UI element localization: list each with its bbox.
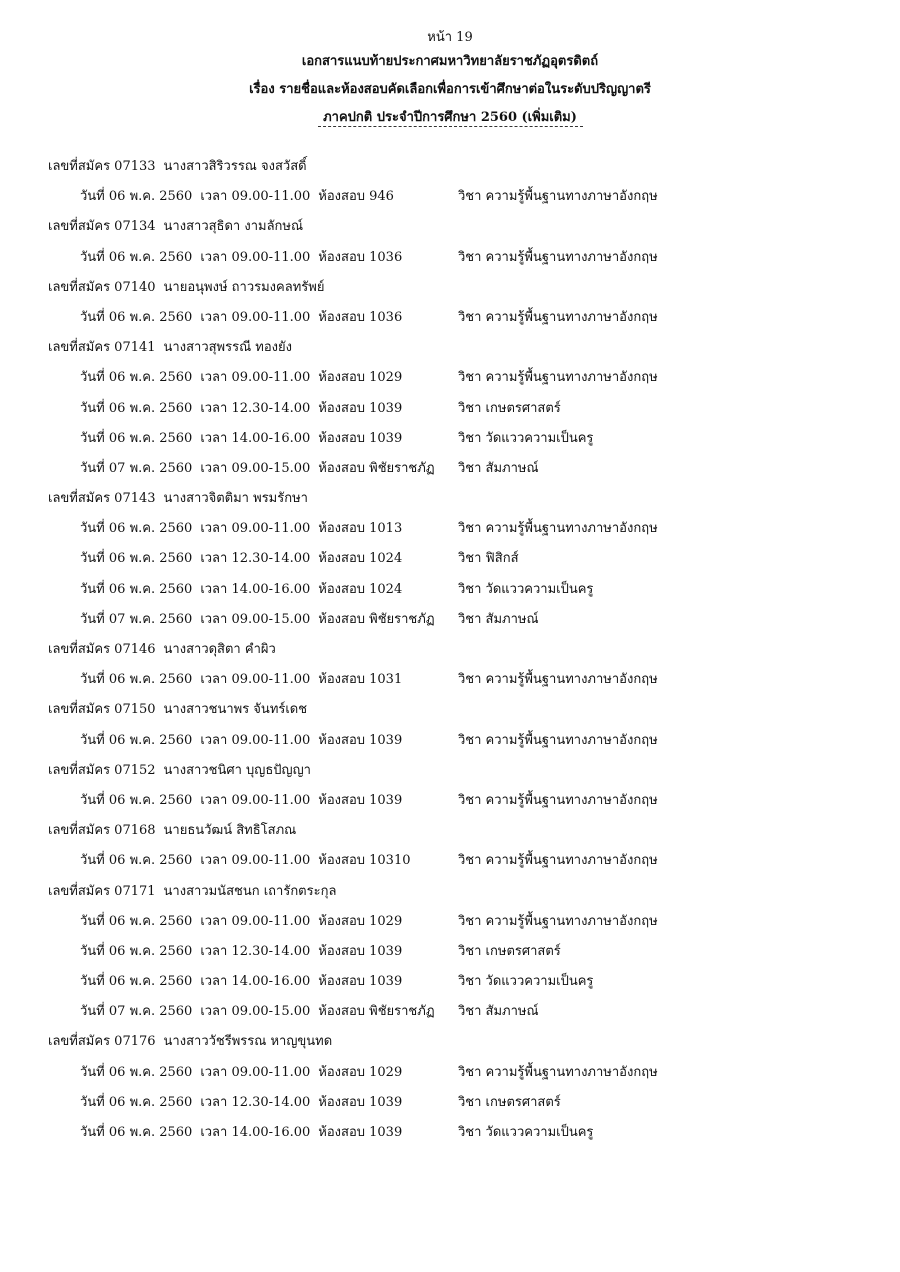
exam-row — [48, 726, 868, 756]
applicant-id: เลขที่สมัคร 07152 — [48, 762, 156, 778]
exam-schedule — [80, 1088, 402, 1118]
exam-subject: วิชา ความรู้พื้นฐานทางภาษาอังกฤษ — [458, 1064, 658, 1080]
applicant-heading — [48, 152, 868, 182]
exam-time: เวลา 12.30-14.00 — [200, 943, 311, 959]
exam-time: เวลา 09.00-11.00 — [200, 913, 311, 929]
exam-time: เวลา 12.30-14.00 — [200, 551, 311, 567]
exam-schedule — [80, 424, 402, 454]
exam-date: วันที่ 06 พ.ค. 2560 — [80, 309, 193, 325]
exam-schedule — [80, 394, 402, 424]
exam-time: เวลา 14.00-16.00 — [200, 974, 311, 990]
applicant-name: นางสาวชนิศา บุญธปัญญา — [163, 762, 311, 778]
applicant-entry — [48, 484, 868, 635]
exam-subject: วิชา ความรู้พื้นฐานทางภาษาอังกฤษ — [458, 309, 658, 325]
document-header — [0, 28, 900, 127]
exam-row — [48, 1088, 868, 1118]
exam-subject: วิชา วัดแววความเป็นครู — [458, 430, 594, 446]
exam-date: วันที่ 06 พ.ค. 2560 — [80, 400, 193, 416]
exam-room: ห้องสอบ 1039 — [318, 732, 403, 748]
exam-time: เวลา 09.00-11.00 — [200, 370, 311, 386]
exam-time: เวลา 09.00-15.00 — [200, 1004, 311, 1020]
exam-row — [48, 394, 868, 424]
exam-row — [48, 575, 868, 605]
exam-schedule — [80, 454, 435, 484]
exam-row — [48, 544, 868, 574]
exam-room: ห้องสอบ 1013 — [318, 521, 403, 537]
exam-row — [48, 303, 868, 333]
exam-time: เวลา 09.00-11.00 — [200, 732, 311, 748]
exam-time: เวลา 09.00-11.00 — [200, 792, 311, 808]
exam-subject: วิชา ความรู้พื้นฐานทางภาษาอังกฤษ — [458, 521, 658, 537]
exam-row — [48, 454, 868, 484]
exam-room: ห้องสอบ พิชัยราชภัฏ — [318, 460, 435, 476]
exam-schedule — [80, 907, 402, 937]
applicant-id: เลขที่สมัคร 07146 — [48, 642, 156, 657]
applicant-id: เลขที่สมัคร 07176 — [48, 1034, 156, 1050]
exam-row — [48, 907, 868, 937]
exam-time: เวลา 14.00-16.00 — [200, 1125, 311, 1140]
exam-time: เวลา 09.00-15.00 — [200, 460, 311, 476]
exam-subject: วิชา สัมภาษณ์ — [458, 611, 539, 627]
exam-subject: วิชา เกษตรศาสตร์ — [458, 400, 561, 416]
applicant-name: นางสาวดุสิตา คำผิว — [163, 642, 276, 657]
applicant-entry — [48, 635, 868, 695]
exam-subject: วิชา ความรู้พื้นฐานทางภาษาอังกฤษ — [458, 913, 658, 929]
exam-schedule — [80, 786, 402, 816]
exam-room: ห้องสอบ 1039 — [318, 1094, 403, 1110]
exam-subject: วิชา ความรู้พื้นฐานทางภาษาอังกฤษ — [458, 189, 658, 205]
exam-schedule — [80, 1118, 402, 1148]
exam-time: เวลา 09.00-11.00 — [200, 853, 311, 869]
applicant-heading — [48, 273, 868, 303]
exam-schedule — [80, 726, 402, 756]
exam-schedule — [80, 997, 435, 1027]
exam-room: ห้องสอบ 1039 — [318, 430, 403, 446]
applicant-entry — [48, 152, 868, 212]
applicant-name: นางสาวสิริวรรณ จงสวัสดิ์ — [163, 159, 307, 174]
exam-room: ห้องสอบ 1039 — [318, 1125, 403, 1140]
exam-time: เวลา 09.00-11.00 — [200, 672, 311, 688]
exam-row — [48, 514, 868, 544]
exam-subject: วิชา วัดแววความเป็นครู — [458, 1125, 594, 1140]
applicant-entry — [48, 333, 868, 484]
exam-schedule — [80, 937, 402, 967]
exam-row — [48, 182, 868, 212]
applicant-entry — [48, 273, 868, 333]
exam-date: วันที่ 07 พ.ค. 2560 — [80, 611, 193, 627]
exam-row — [48, 243, 868, 273]
applicant-id: เลขที่สมัคร 07171 — [48, 883, 156, 899]
exam-schedule — [80, 665, 402, 695]
applicant-name: นายอนุพงษ์ ถาวรมงคลทรัพย์ — [163, 279, 325, 295]
exam-room: ห้องสอบ 1039 — [318, 943, 403, 959]
applicant-heading — [48, 484, 868, 514]
applicant-id: เลขที่สมัคร 07141 — [48, 340, 156, 356]
exam-row — [48, 605, 868, 635]
applicant-name: นางสาวมนัสชนก เถารักตระกุล — [163, 883, 337, 899]
exam-date: วันที่ 06 พ.ค. 2560 — [80, 672, 193, 688]
exam-date: วันที่ 06 พ.ค. 2560 — [80, 792, 193, 808]
exam-time: เวลา 12.30-14.00 — [200, 1094, 311, 1110]
exam-schedule — [80, 846, 411, 876]
exam-date: วันที่ 06 พ.ค. 2560 — [80, 853, 193, 869]
exam-row — [48, 786, 868, 816]
applicant-entry — [48, 212, 868, 272]
exam-subject: วิชา วัดแววความเป็นครู — [458, 974, 594, 990]
exam-time: เวลา 09.00-11.00 — [200, 189, 311, 205]
exam-time: เวลา 14.00-16.00 — [200, 430, 311, 446]
exam-time: เวลา 09.00-11.00 — [200, 249, 311, 265]
exam-row — [48, 665, 868, 695]
exam-time: เวลา 09.00-11.00 — [200, 521, 311, 537]
applicant-id: เลขที่สมัคร 07150 — [48, 702, 156, 718]
applicant-name: นางสาวจิตติมา พรมรักษา — [163, 491, 308, 507]
exam-date: วันที่ 06 พ.ค. 2560 — [80, 1125, 193, 1140]
exam-subject: วิชา ความรู้พื้นฐานทางภาษาอังกฤษ — [458, 672, 658, 688]
applicant-name: นายธนวัฒน์ สิทธิโสภณ — [163, 823, 297, 839]
applicant-id: เลขที่สมัคร 07168 — [48, 823, 156, 839]
exam-date: วันที่ 06 พ.ค. 2560 — [80, 521, 193, 537]
applicant-heading — [48, 212, 868, 242]
applicant-id: เลขที่สมัคร 07143 — [48, 491, 156, 507]
applicant-heading — [48, 877, 868, 907]
exam-date: วันที่ 06 พ.ค. 2560 — [80, 1094, 193, 1110]
exam-date: วันที่ 06 พ.ค. 2560 — [80, 913, 193, 929]
exam-room: ห้องสอบ 1036 — [318, 309, 403, 325]
exam-room: ห้องสอบ 1039 — [318, 792, 403, 808]
applicant-name: นางสาววัชรีพรรณ หาญขุนทด — [163, 1034, 333, 1050]
exam-schedule — [80, 605, 435, 635]
exam-room: ห้องสอบ 1036 — [318, 249, 403, 265]
title-line-3: ภาคปกติ ประจำปีการศึกษา 2560 (เพิ่มเติม) — [323, 110, 577, 125]
exam-subject: วิชา ความรู้พื้นฐานทางภาษาอังกฤษ — [458, 732, 658, 748]
exam-date: วันที่ 06 พ.ค. 2560 — [80, 430, 193, 446]
exam-room: ห้องสอบ 946 — [318, 189, 394, 205]
applicant-id: เลขที่สมัคร 07134 — [48, 219, 156, 235]
title-line-1: เอกสารแนบท้ายประกาศมหาวิทยาลัยราชภัฏอุตรดิตถ์ — [301, 54, 599, 69]
exam-room: ห้องสอบ 1024 — [318, 581, 403, 597]
exam-date: วันที่ 07 พ.ค. 2560 — [80, 1004, 193, 1020]
exam-row — [48, 1058, 868, 1088]
exam-date: วันที่ 06 พ.ค. 2560 — [80, 974, 193, 990]
exam-row — [48, 937, 868, 967]
exam-row — [48, 846, 868, 876]
exam-date: วันที่ 06 พ.ค. 2560 — [80, 189, 193, 205]
applicant-list — [48, 152, 868, 1148]
exam-room: ห้องสอบ 1039 — [318, 974, 403, 990]
exam-row — [48, 1118, 868, 1148]
exam-room: ห้องสอบ 1029 — [318, 913, 403, 929]
exam-time: เวลา 09.00-15.00 — [200, 611, 311, 627]
exam-room: ห้องสอบ 1024 — [318, 551, 403, 567]
exam-row — [48, 363, 868, 393]
applicant-heading — [48, 1027, 868, 1057]
exam-date: วันที่ 06 พ.ค. 2560 — [80, 370, 193, 386]
exam-schedule — [80, 303, 402, 333]
exam-subject: วิชา วัดแววความเป็นครู — [458, 581, 594, 597]
exam-subject: วิชา ความรู้พื้นฐานทางภาษาอังกฤษ — [458, 792, 658, 808]
exam-room: ห้องสอบ 1029 — [318, 370, 403, 386]
exam-room: ห้องสอบ 1039 — [318, 400, 403, 416]
exam-schedule — [80, 575, 402, 605]
exam-date: วันที่ 07 พ.ค. 2560 — [80, 460, 193, 476]
title-line-2: เรื่อง รายชื่อและห้องสอบคัดเลือกเพื่อการเข้าศึกษาต่อในระดับปริญญาตรี — [249, 82, 651, 97]
applicant-heading — [48, 695, 868, 725]
exam-schedule — [80, 243, 402, 273]
exam-date: วันที่ 06 พ.ค. 2560 — [80, 732, 193, 748]
exam-time: เวลา 12.30-14.00 — [200, 400, 311, 416]
exam-schedule — [80, 182, 394, 212]
exam-room: ห้องสอบ 10310 — [318, 853, 411, 869]
exam-row — [48, 997, 868, 1027]
exam-room: ห้องสอบ พิชัยราชภัฏ — [318, 611, 435, 627]
applicant-heading — [48, 635, 868, 665]
applicant-heading — [48, 756, 868, 786]
exam-subject: วิชา สัมภาษณ์ — [458, 1004, 539, 1020]
exam-schedule — [80, 363, 402, 393]
applicant-heading — [48, 816, 868, 846]
exam-subject: วิชา เกษตรศาสตร์ — [458, 943, 561, 959]
exam-row — [48, 424, 868, 454]
exam-room: ห้องสอบ 1029 — [318, 1064, 403, 1080]
applicant-name: นางสาวสุธิดา งามลักษณ์ — [163, 219, 304, 235]
applicant-name: นางสาวชนาพร จันทร์เดช — [163, 702, 308, 718]
exam-schedule — [80, 544, 402, 574]
exam-date: วันที่ 06 พ.ค. 2560 — [80, 551, 193, 567]
exam-room: ห้องสอบ 1031 — [318, 672, 403, 688]
exam-time: เวลา 14.00-16.00 — [200, 581, 311, 597]
applicant-heading — [48, 333, 868, 363]
applicant-entry — [48, 877, 868, 1028]
page-number: หน้า 19 — [427, 30, 473, 45]
applicant-id: เลขที่สมัคร 07133 — [48, 159, 156, 174]
exam-subject: วิชา ความรู้พื้นฐานทางภาษาอังกฤษ — [458, 370, 658, 386]
applicant-id: เลขที่สมัคร 07140 — [48, 279, 156, 295]
exam-date: วันที่ 06 พ.ค. 2560 — [80, 249, 193, 265]
exam-schedule — [80, 514, 402, 544]
applicant-name: นางสาวสุพรรณี ทองยัง — [163, 340, 292, 356]
applicant-entry — [48, 695, 868, 755]
exam-subject: วิชา เกษตรศาสตร์ — [458, 1094, 561, 1110]
exam-subject: วิชา สัมภาษณ์ — [458, 460, 539, 476]
exam-schedule — [80, 1058, 402, 1088]
exam-row — [48, 967, 868, 997]
applicant-entry — [48, 756, 868, 816]
exam-time: เวลา 09.00-11.00 — [200, 1064, 311, 1080]
exam-subject: วิชา ความรู้พื้นฐานทางภาษาอังกฤษ — [458, 853, 658, 869]
exam-schedule — [80, 967, 402, 997]
applicant-entry — [48, 1027, 868, 1148]
exam-date: วันที่ 06 พ.ค. 2560 — [80, 943, 193, 959]
exam-subject: วิชา ความรู้พื้นฐานทางภาษาอังกฤษ — [458, 249, 658, 265]
exam-subject: วิชา ฟิสิกส์ — [458, 551, 519, 567]
applicant-entry — [48, 816, 868, 876]
exam-room: ห้องสอบ พิชัยราชภัฏ — [318, 1004, 435, 1020]
exam-date: วันที่ 06 พ.ค. 2560 — [80, 1064, 193, 1080]
exam-time: เวลา 09.00-11.00 — [200, 309, 311, 325]
exam-date: วันที่ 06 พ.ค. 2560 — [80, 581, 193, 597]
